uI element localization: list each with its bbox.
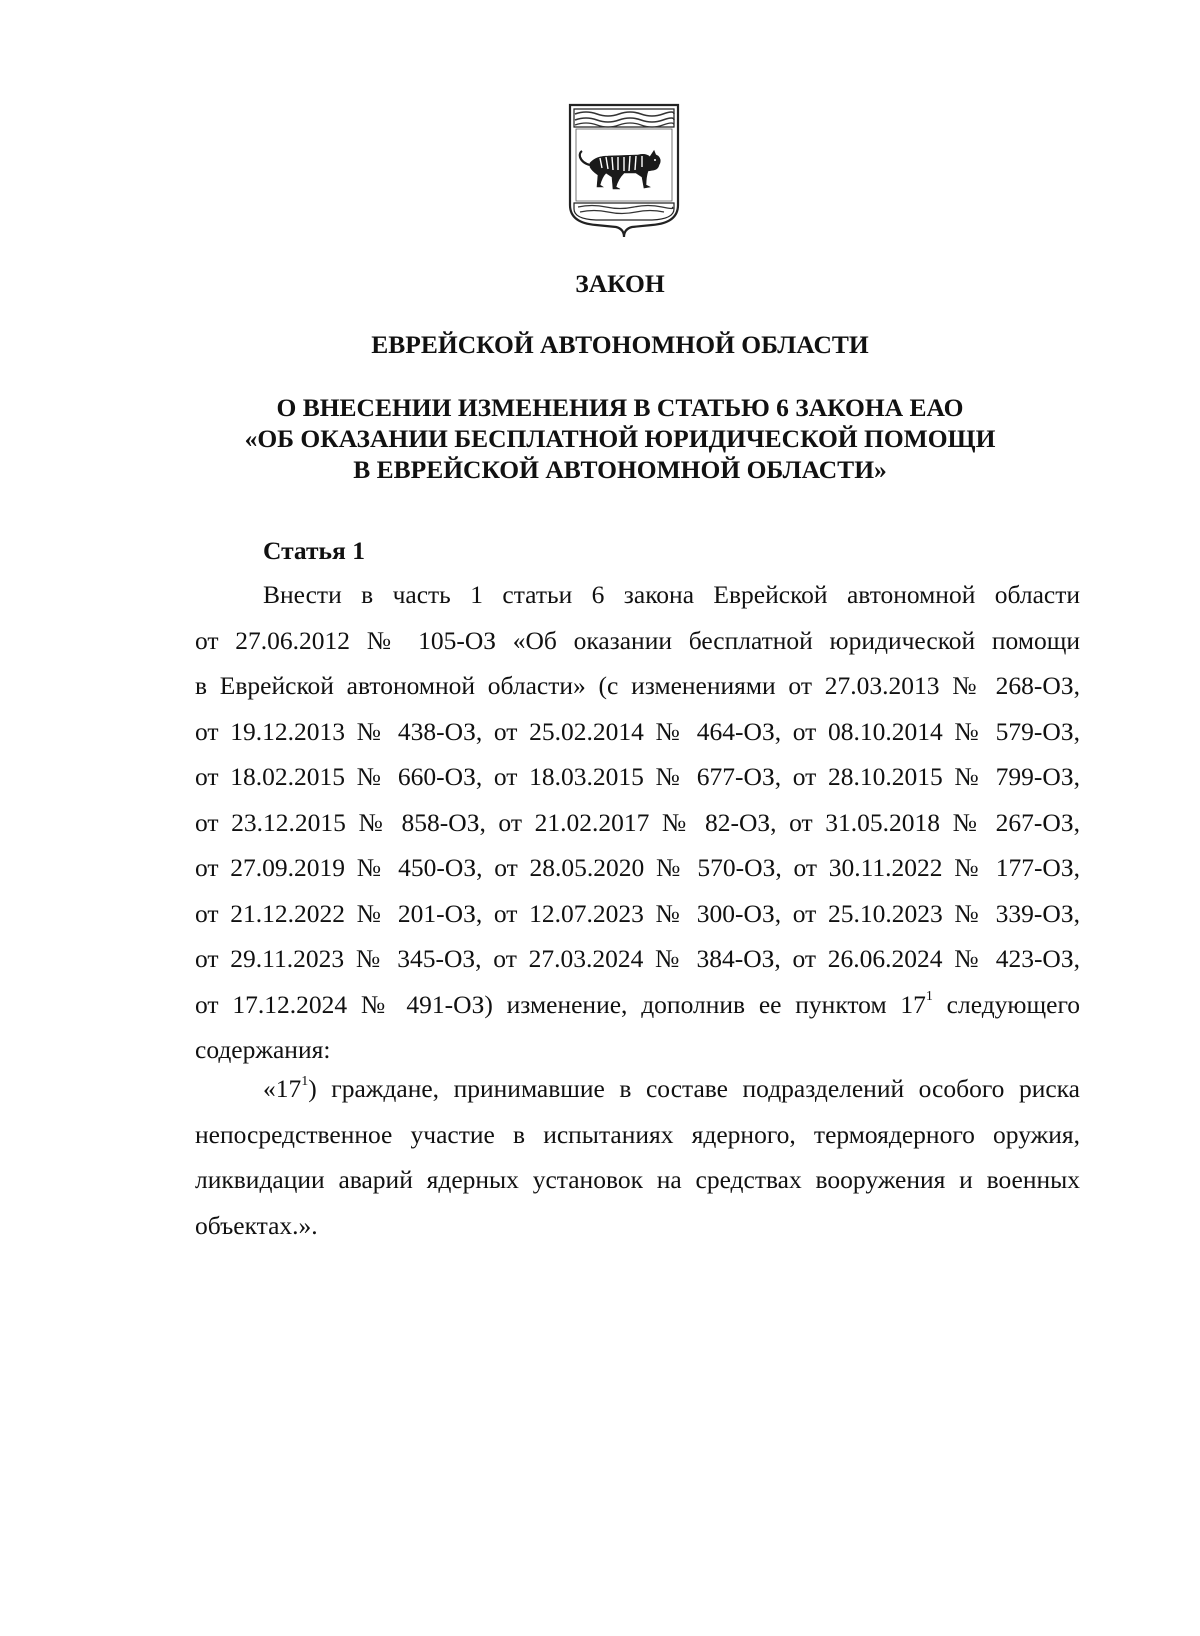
law-title: ЗАКОН: [575, 269, 665, 298]
line-text: следующего: [932, 989, 1081, 1019]
paragraph-line: в Еврейской автономной области» (с изменениями от 27.03.2013 № 268-ОЗ,: [195, 671, 1080, 700]
law-subject-line: «ОБ ОКАЗАНИИ БЕСПЛАТНОЙ ЮРИДИЧЕСКОЙ ПОМОЩИ: [244, 424, 996, 453]
superscript-index: 1: [301, 1073, 309, 1089]
law-subject-title: [0, 392, 1200, 485]
line-text: от 17.12.2024 № 491-ОЗ) изменение, дополнив ее пунктом 17: [195, 989, 926, 1019]
paragraph-line: непосредственное участие в испытаниях ядерного, термоядерного оружия,: [195, 1119, 1080, 1149]
paragraph-line: объектах.».: [195, 1210, 318, 1240]
paragraph-line: от 19.12.2013 № 438-ОЗ, от 25.02.2014 № 464-ОЗ, от 08.10.2014 № 579-ОЗ,: [195, 716, 1080, 746]
coat-of-arms-emblem: [566, 101, 682, 239]
paragraph-line: Внести в часть 1 статьи 6 закона Еврейской автономной области: [263, 580, 1080, 609]
paragraph-line: от 27.06.2012 № 105-ОЗ «Об оказании бесплатной юридической помощи: [195, 625, 1080, 655]
article-main-paragraph: [195, 572, 1080, 1073]
paragraph-line-with-superscript: [195, 982, 1080, 1028]
article-heading: Статья 1: [263, 536, 365, 565]
paragraph-line: от 29.11.2023 № 345-ОЗ, от 27.03.2024 № 384-ОЗ, от 26.06.2024 № 423-ОЗ,: [195, 944, 1080, 973]
paragraph-line: от 23.12.2015 № 858-ОЗ, от 21.02.2017 № 82-ОЗ, от 31.05.2018 № 267-ОЗ,: [195, 807, 1080, 837]
paragraph-line: содержания:: [195, 1035, 331, 1064]
paragraph-line: от 18.02.2015 № 660-ОЗ, от 18.03.2015 № 677-ОЗ, от 28.10.2015 № 799-ОЗ,: [195, 762, 1080, 791]
line-text: «17: [263, 1074, 302, 1103]
law-subject-line: О ВНЕСЕНИИ ИЗМЕНЕНИЯ В СТАТЬЮ 6 ЗАКОНА ЕАО: [276, 393, 964, 422]
quote-line-with-superscript: [195, 1066, 1080, 1112]
paragraph-line: от 21.12.2022 № 201-ОЗ, от 12.07.2023 № 300-ОЗ, от 25.10.2023 № 339-ОЗ,: [195, 898, 1080, 928]
superscript-index: 1: [925, 989, 933, 1004]
paragraph-line: от 27.09.2019 № 450-ОЗ, от 28.05.2020 № 570-ОЗ, от 30.11.2022 № 177-ОЗ,: [195, 853, 1080, 882]
article-quote-paragraph: [195, 1066, 1080, 1248]
paragraph-line: ликвидации аварий ядерных установок на средствах вооружения и военных: [195, 1165, 1080, 1194]
line-text: ) граждане, принимавшие в составе подразделений особого риска: [308, 1074, 1080, 1103]
law-subject-line: В ЕВРЕЙСКОЙ АВТОНОМНОЙ ОБЛАСТИ»: [353, 455, 887, 484]
region-title: ЕВРЕЙСКОЙ АВТОНОМНОЙ ОБЛАСТИ: [371, 330, 869, 359]
